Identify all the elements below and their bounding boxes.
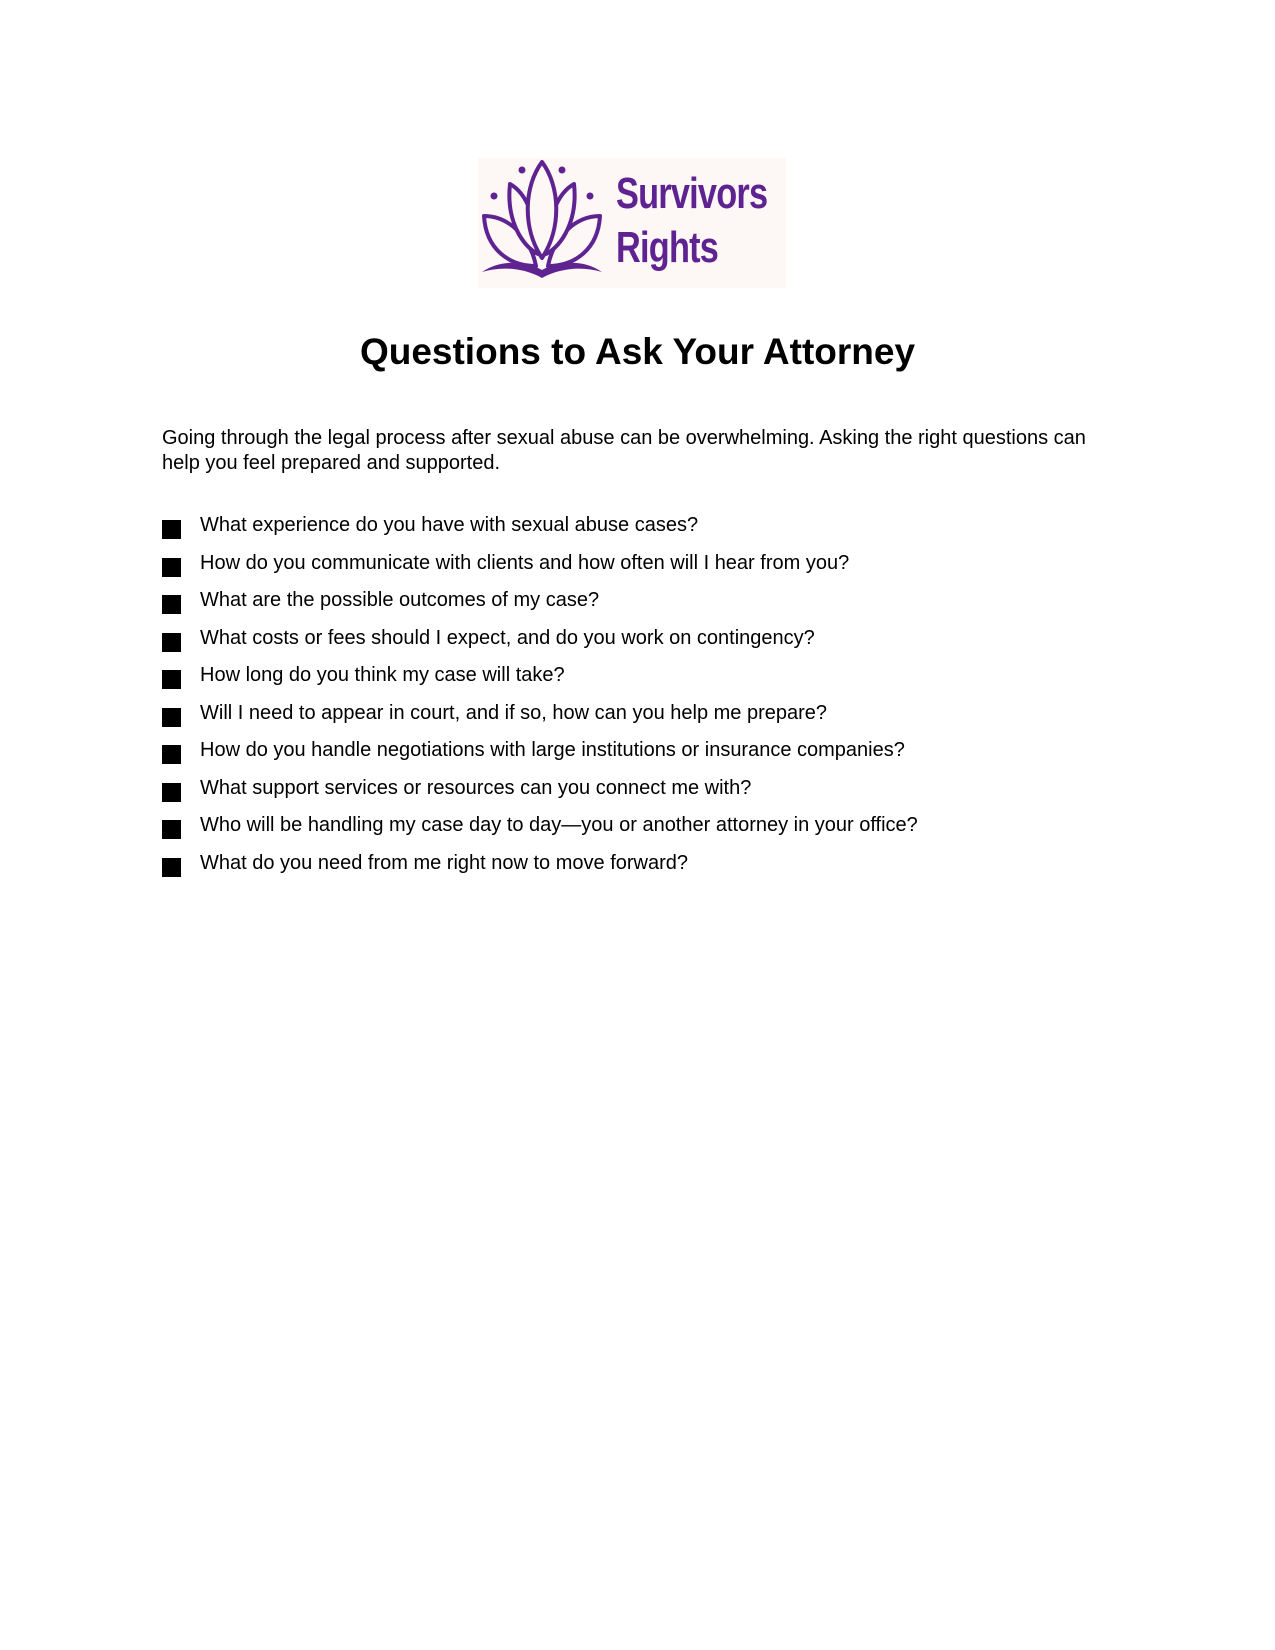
question-text: What do you need from me right now to move forward? [200, 851, 689, 874]
logo-wordmark-line-1: Survivors [616, 169, 768, 218]
question-list [162, 513, 918, 888]
square-bullet-icon [162, 745, 181, 764]
list-item [162, 813, 918, 851]
survivors-rights-logo [478, 158, 786, 288]
intro-paragraph: Going through the legal process after sexual abuse can be overwhelming. Asking the right questions can help you feel prepared and supported. [162, 427, 1086, 474]
list-item [162, 551, 918, 589]
square-bullet-icon [162, 820, 181, 839]
list-item [162, 663, 918, 701]
page-title: Questions to Ask Your Attorney [359, 331, 916, 372]
question-text: Will I need to appear in court, and if so, how can you help me prepare? [200, 701, 828, 724]
logo-wordmark-line-2: Rights [616, 223, 719, 272]
list-item [162, 851, 918, 889]
square-bullet-icon [162, 558, 181, 577]
square-bullet-icon [162, 670, 181, 689]
list-item [162, 776, 918, 814]
square-bullet-icon [162, 633, 181, 652]
square-bullet-icon [162, 595, 181, 614]
question-text: How do you handle negotiations with large institutions or insurance companies? [200, 739, 905, 761]
list-item [162, 738, 918, 776]
list-item [162, 626, 918, 664]
question-text: How do you communicate with clients and how often will I hear from you? [200, 551, 850, 574]
list-item [162, 701, 918, 739]
square-bullet-icon [162, 858, 181, 877]
list-item [162, 588, 918, 626]
question-text: Who will be handling my case day to day—you or another attorney in your office? [200, 814, 918, 836]
question-text: What support services or resources can you connect me with? [200, 776, 752, 799]
question-text: How long do you think my case will take? [200, 664, 565, 686]
question-text: What are the possible outcomes of my case? [200, 589, 600, 611]
lotus-icon [478, 158, 608, 288]
square-bullet-icon [162, 520, 181, 539]
square-bullet-icon [162, 783, 181, 802]
question-text: What costs or fees should I expect, and do you work on contingency? [200, 626, 815, 649]
question-text: What experience do you have with sexual abuse cases? [200, 514, 699, 536]
list-item [162, 513, 918, 551]
square-bullet-icon [162, 708, 181, 727]
